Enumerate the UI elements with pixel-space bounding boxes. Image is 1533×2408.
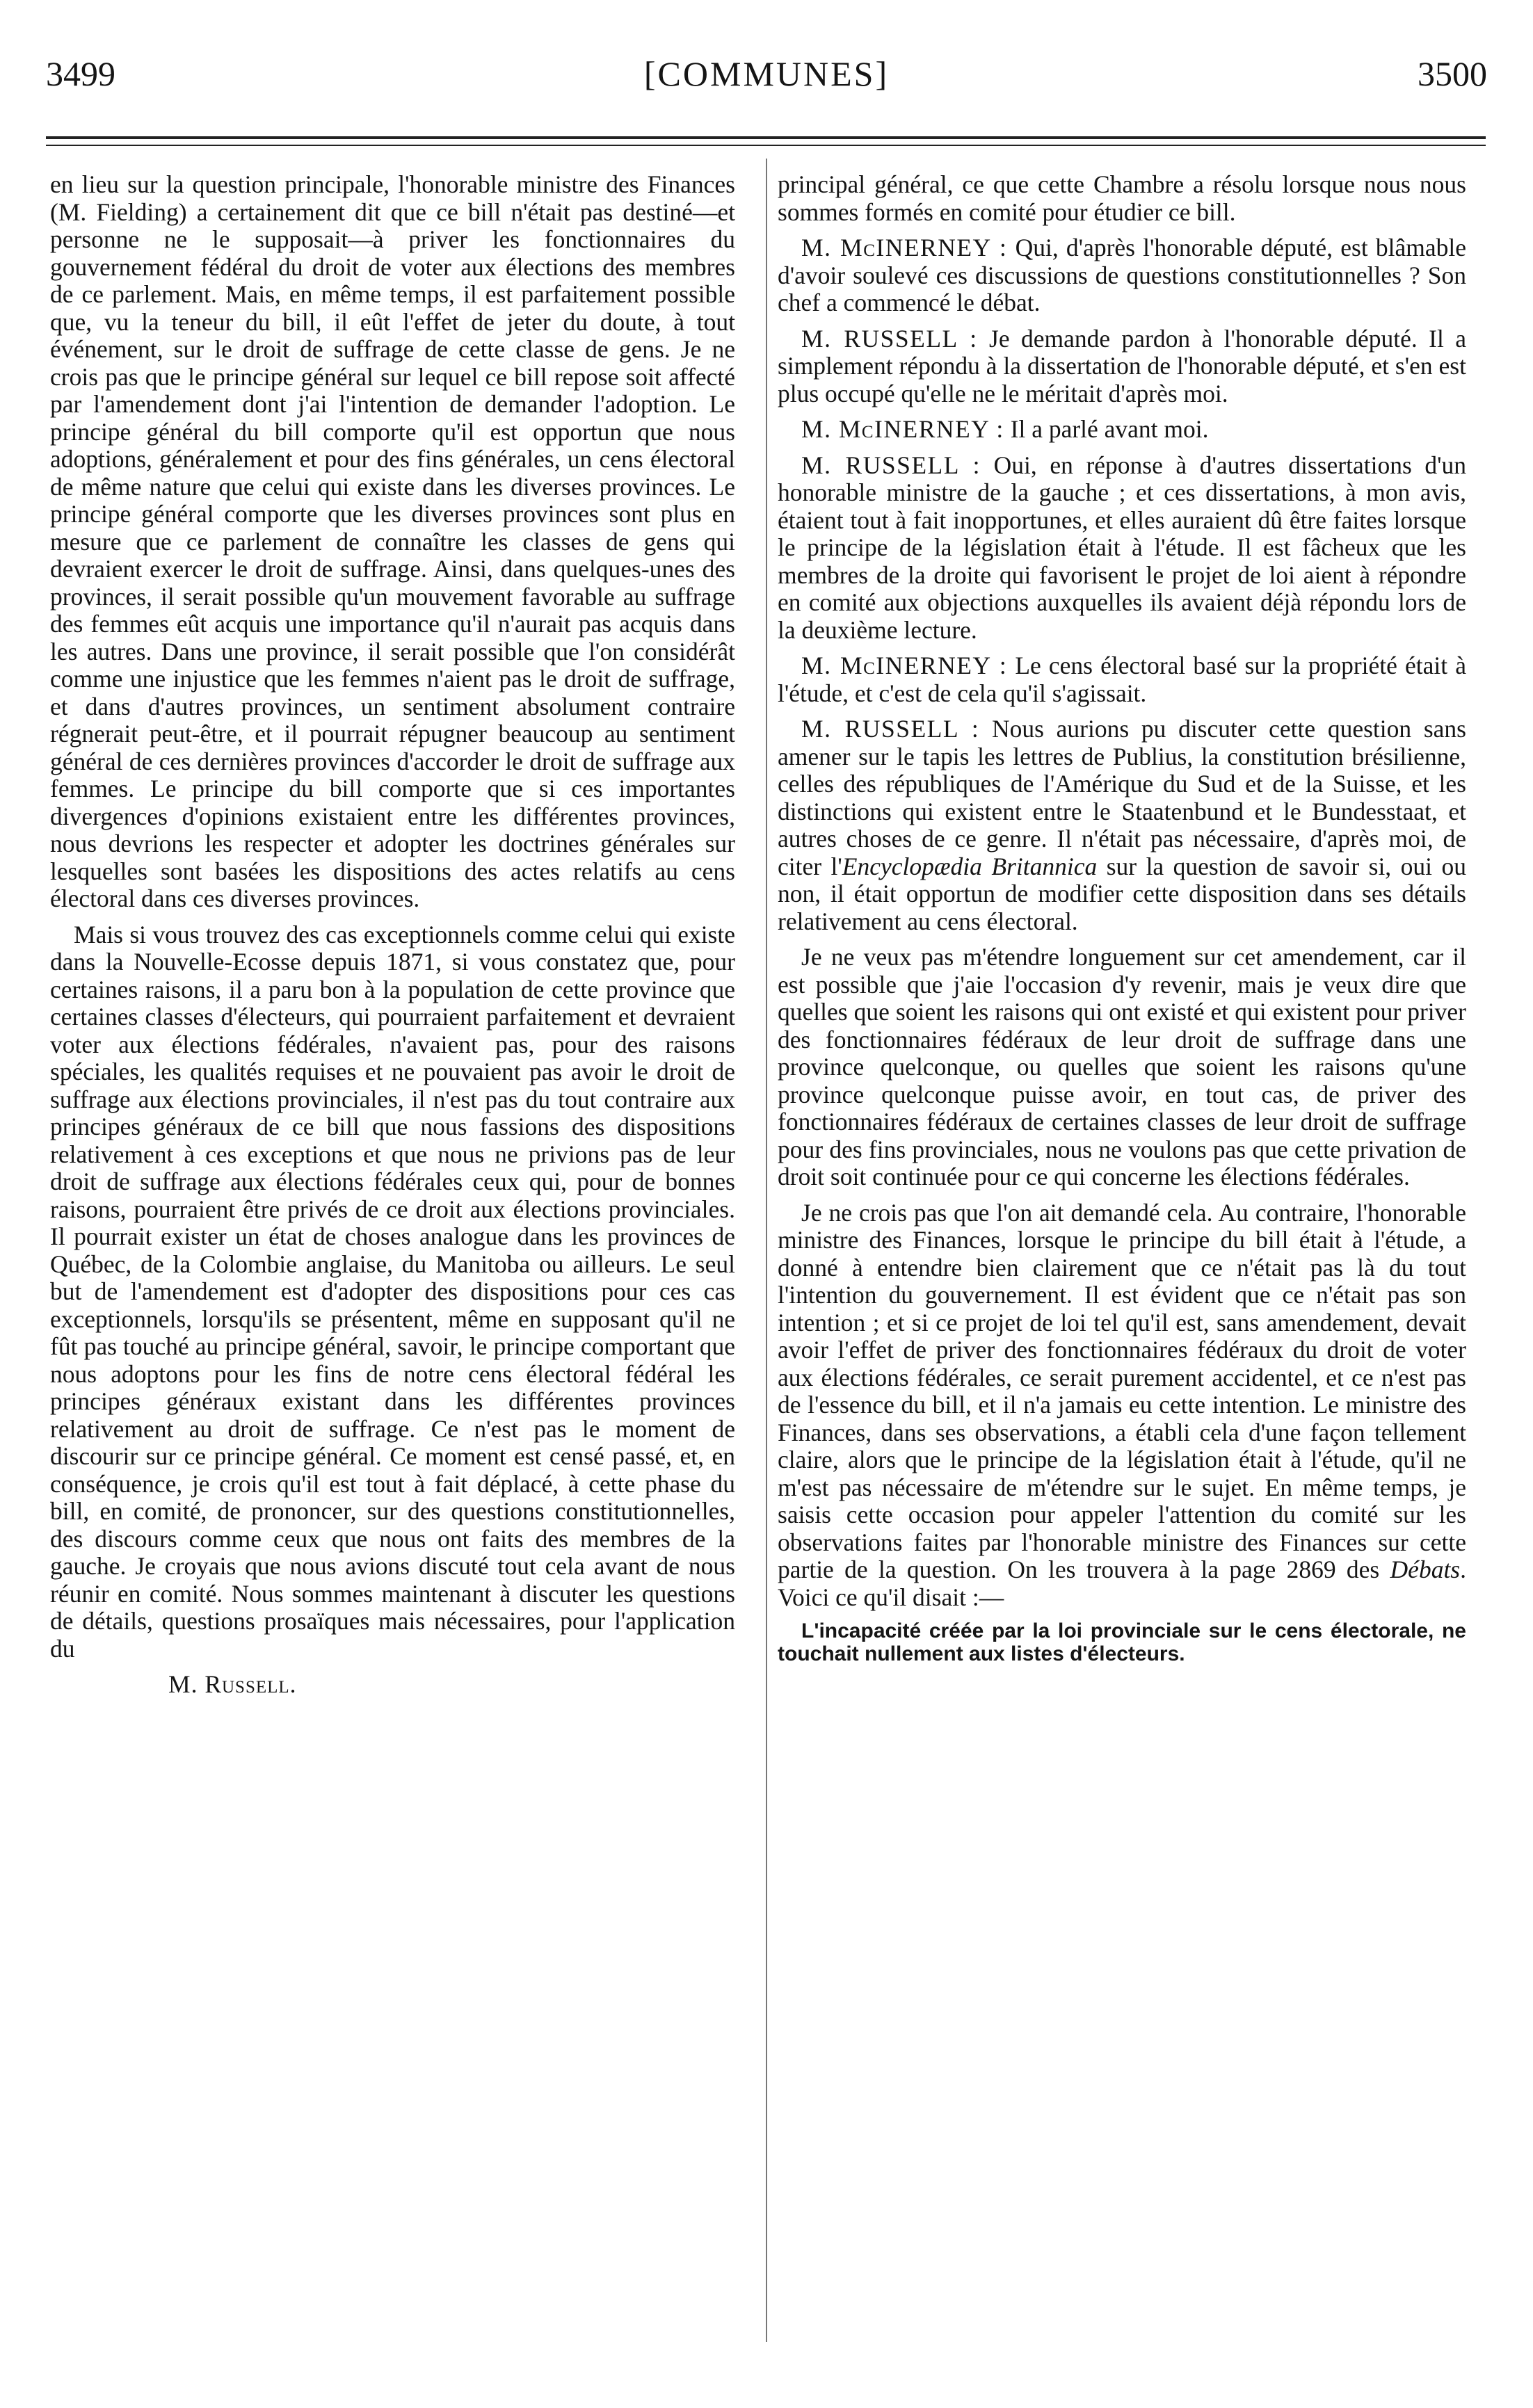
speech-text: Qui, d'après l'honorable député, est blâmable d'avoir soulevé ces discussions de questions constitutionnelles ? Son chef a commencé le débat.: [778, 234, 1466, 316]
paragraph: Je ne veux pas m'étendre longuement sur cet amendement, car il est possible que j'aie l'occasion d'y revenir, mais je veux dire que quelles que soient les raisons qui ont existé et qui existent pour priver des fonctionnaires fédéraux de leur droit de suffrage dans une province quelconque, ou quelles que soient les raisons qu'une province quelconque puisse avoir, en tout cas, de priver des fonctionnaires fédéraux de certaines classes de leur droit de suffrage pour des fins provinciales, nous ne voulons pas que cette privation de droit soit continuée pour ce qui concerne les élections fédérales.: [778, 943, 1466, 1190]
speaker-name: M. McINERNEY :: [801, 415, 1004, 443]
speech-text: sur la question de savoir si, oui ou non, il était opportun de modifier cette disposition dans ses détails relativement au cens électoral.: [778, 852, 1466, 935]
page-number-right: 3500: [1418, 54, 1487, 93]
speech-text: . Voici ce qu'il disait :—: [778, 1555, 1466, 1611]
block-quote: L'incapacité créée par la loi provinciale sur le cens électorale, ne touchait nullement aux listes d'électeurs.: [778, 1619, 1466, 1665]
speech: [778, 234, 1466, 317]
speech: [778, 652, 1466, 707]
running-head: [COMMUNES]: [643, 54, 890, 93]
speech-text: Je ne crois pas que l'on ait demandé cela. Au contraire, l'honorable ministre des Finances, lorsque le principe du bill était à l'étude, a donné à entendre bien clairement que ce n'était pas là du tout l'intention du gouvernement. Il est évident que ce n'était pas son intention ; et si ce projet de loi tel qu'il est, sans amendement, devait avoir l'effet de priver des fonctionnaires fédéraux du droit de voter aux élections fédérales, ce serait purement accidentel, et ce n'est pas de l'essence du bill, et il n'a jamais eu cette intention. Le ministre des Finances, dans ses observations, a établi cela d'une façon tellement claire, alors que le principe de la législation était à l'étude, qu'il ne m'est pas nécessaire de m'étendre sur le sujet. En même temps, je saisis cette occasion pour appeler l'attention du comité sur les observations faites par l'honorable ministre des Finances sur cette partie de la question. On les trouvera à la page 2869 des: [778, 1198, 1466, 1583]
speech: [778, 325, 1466, 408]
italic-title: Encyclopædia Britannica: [842, 852, 1098, 880]
speech-text: Oui, en réponse à d'autres dissertations d'un honorable ministre de la gauche ; et ces dissertations, à mon avis, étaient tout à fait inopportunes, et elles auraient dû être faites lorsque le principe de la législation était à l'étude. Il est fâcheux que les membres de la droite qui favorisent le projet de loi aient à répondre en comité aux objections auxquelles ils avaient déjà répondu lors de la deuxième lecture.: [778, 451, 1467, 644]
speaker-name: M. RUSSELL :: [801, 715, 980, 743]
speaker-name: M. McINERNEY :: [801, 652, 1008, 679]
header-rule-thin: [46, 145, 1486, 146]
speaker-name: M. RUSSELL :: [801, 451, 981, 479]
speaker-name: M. RUSSELL :: [801, 324, 978, 353]
column-footer-speaker: M. Russell.: [168, 1670, 297, 1698]
speaker-name: M. McINERNEY :: [801, 234, 1008, 261]
page-number-left: 3499: [46, 54, 115, 93]
speech-text: Je demande pardon à l'honorable député. Il a simplement répondu à la dissertation de l'honorable député, et s'en est plus occupé qu'elle ne le méritait d'après moi.: [778, 324, 1466, 407]
column-divider: [766, 159, 767, 2342]
speech: [778, 452, 1466, 645]
left-column: [50, 171, 735, 1707]
italic-title: Débats: [1390, 1555, 1461, 1583]
speech-text: Il a parlé avant moi.: [1004, 415, 1209, 443]
right-column: [778, 171, 1466, 1674]
speech-text: Le cens électoral basé sur la propriété était à l'étude, et c'est de cela qu'il s'agissait.: [778, 652, 1466, 707]
paragraph: principal général, ce que cette Chambre a résolu lorsque nous nous sommes formés en comité pour étudier ce bill.: [778, 170, 1466, 226]
header-rule-thick: [46, 136, 1486, 139]
paragraph: [778, 1199, 1466, 1612]
speech-text: Nous aurions pu discuter cette question sans amener sur le tapis les lettres de Publius, la constitution brésilienne, celles des républiques de l'Amérique du Sud et de la Suisse, et les distinctions qui existent entre le Staatenbund et le Bundesstaat, et autres choses de ce genre. Il n'était pas nécessaire, d'après moi, de citer l': [778, 715, 1467, 880]
speech: [778, 716, 1466, 935]
paragraph: en lieu sur la question principale, l'honorable ministre des Finances (M. Fielding) a certainement dit que ce bill n'était pas destiné—et personne ne le supposait—à priver les fonctionnaires du gouvernement fédéral du droit de voter aux élections des membres de ce parlement. Mais, en même temps, il est parfaitement possible que, vu la teneur du bill, il eût l'effet de jeter du doute, à tout événement, sur le droit de suffrage de cette classe de gens. Je ne crois pas que le principe général sur lequel ce bill repose soit affecté par l'amendement dont j'ai l'intention de demander l'adoption. Le principe général du bill comporte qu'il est opportun que nous adoptions, généralement et pour des fins générales, un cens électoral de même nature que celui qui existe dans les diverses provinces. Le principe général comporte que les diverses provinces sont plus en mesure que ce parlement de connaître les classes de gens qui devraient exercer le droit de suffrage. Ainsi, dans quelques-unes des provinces, il serait possible qu'un mouvement favorable au suffrage des femmes eût acquis une importance qu'il n'aurait pas acquis dans les autres. Dans une province, il serait possible que l'on considérât comme une injustice que les femmes n'aient pas le droit de suffrage, et dans d'autres provinces, un sentiment absolument contraire régnerait peut-être, et il pourrait répugner beaucoup au sentiment général de ces dernières provinces d'accorder le droit de suffrage aux femmes. Le principe du bill comporte que si ces importantes divergences d'opinions existaient entre les différentes provinces, nous devrions les respecter et adopter les doctrines générales sur lesquelles sont basées les dispositions des actes relatifs au cens électoral dans ces diverses provinces.: [50, 170, 735, 912]
speech: [778, 416, 1466, 444]
paragraph: Mais si vous trouvez des cas exceptionnels comme celui qui existe dans la Nouvelle-Ecosse depuis 1871, si vous constatez que, pour certaines raisons, il a paru bon à la population de cette province que certaines classes d'électeurs, qui pourraient parfaitement et devraient voter aux élections fédérales, n'avaient pas, pour des raisons spéciales, les qualités requises et ne pouvaient pas avoir le droit de suffrage aux élections provinciales, il n'est pas du tout contraire aux principes généraux de ce bill que nous fassions des dispositions relativement à ces exceptions et que nous ne privions pas de leur droit de suffrage aux élections fédérales ceux qui, pour de bonnes raisons, pourraient être privés de ce droit aux élections provinciales. Il pourrait exister un état de choses analogue dans les provinces de Québec, de la Colombie anglaise, du Manitoba ou ailleurs. Le seul but de l'amendement est d'adopter des dispositions pour ces cas exceptionnels, lorsqu'ils se présentent, même en supposant qu'il ne fût pas touché au principe général, savoir, le principe comportant que nous adoptons pour les fins de notre cens électoral fédéral les principes généraux existant dans les différentes provinces relativement au droit de suffrage. Ce n'est pas le moment de discourir sur ce principe général. Ce moment est censé passé, et, en conséquence, je crois qu'il est tout à fait déplacé, à cette phase du bill, en comité, de prononcer, sur des questions constitutionnelles, des discours comme ceux que nous ont faits des membres de la gauche. Je croyais que nous avions discuté tout cela avant de nous réunir en comité. Nous sommes maintenant à discuter les questions de détails, questions prosaïques mais nécessaires, pour l'application du: [50, 920, 735, 1663]
